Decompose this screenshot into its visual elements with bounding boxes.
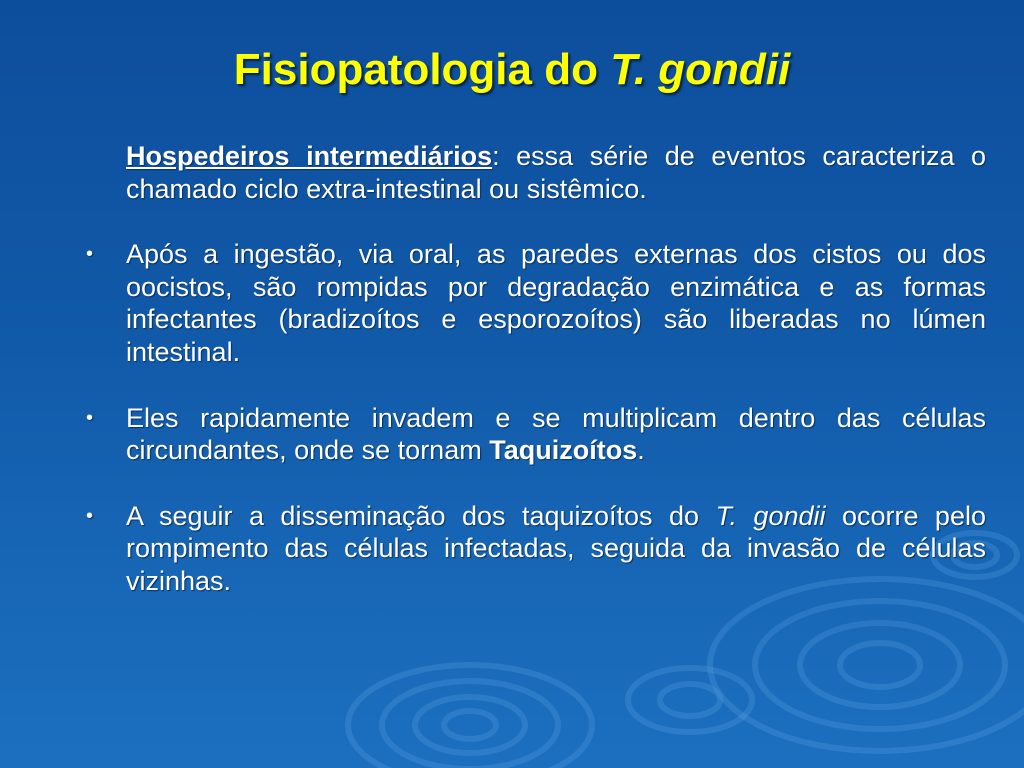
title-main-text: Fisiopatologia do	[233, 45, 611, 94]
bullet-dot-icon: •	[86, 504, 94, 527]
bullet-dot-icon: •	[86, 406, 94, 429]
species-name-italic: T. gondii	[715, 500, 826, 531]
bullet-text: Eles rapidamente invadem e se multiplicam dentro das células circundantes, onde se tornam	[126, 402, 986, 466]
bullet-text-end: ocorre pelo rompimento das células infectadas, seguida da invasão de células vizinhas.	[126, 500, 986, 596]
title-species-text: T. gondii	[610, 45, 791, 94]
bullet-dot-icon: •	[86, 243, 94, 266]
slide-body	[86, 140, 987, 598]
paragraph-intermediate-hosts	[126, 140, 986, 205]
paragraph-text: : essa série de eventos caracteriza o chamado ciclo extra-intestinal ou sistêmico.	[126, 141, 987, 204]
bullet-item-ingestion	[86, 238, 986, 368]
bullet-text-end: .	[637, 435, 645, 466]
slide-title	[0, 42, 1024, 98]
bullet-text: A seguir a disseminação dos taquizoítos do	[126, 500, 716, 531]
bullet-item-multiplication	[86, 402, 986, 467]
bullet-text: Após a ingestão, via oral, as paredes externas dos cistos ou dos oocistos, são rompidas por degradação enzimática e as formas infectantes (bradizoítos e esporozoítos) são liberadas no lúmen intestinal.	[126, 239, 986, 367]
term-hospedeiros-intermediarios: Hospedeiros intermediários	[126, 141, 493, 171]
bullet-item-dissemination	[86, 500, 986, 598]
term-taquizoitos: Taquizoítos	[489, 435, 638, 466]
